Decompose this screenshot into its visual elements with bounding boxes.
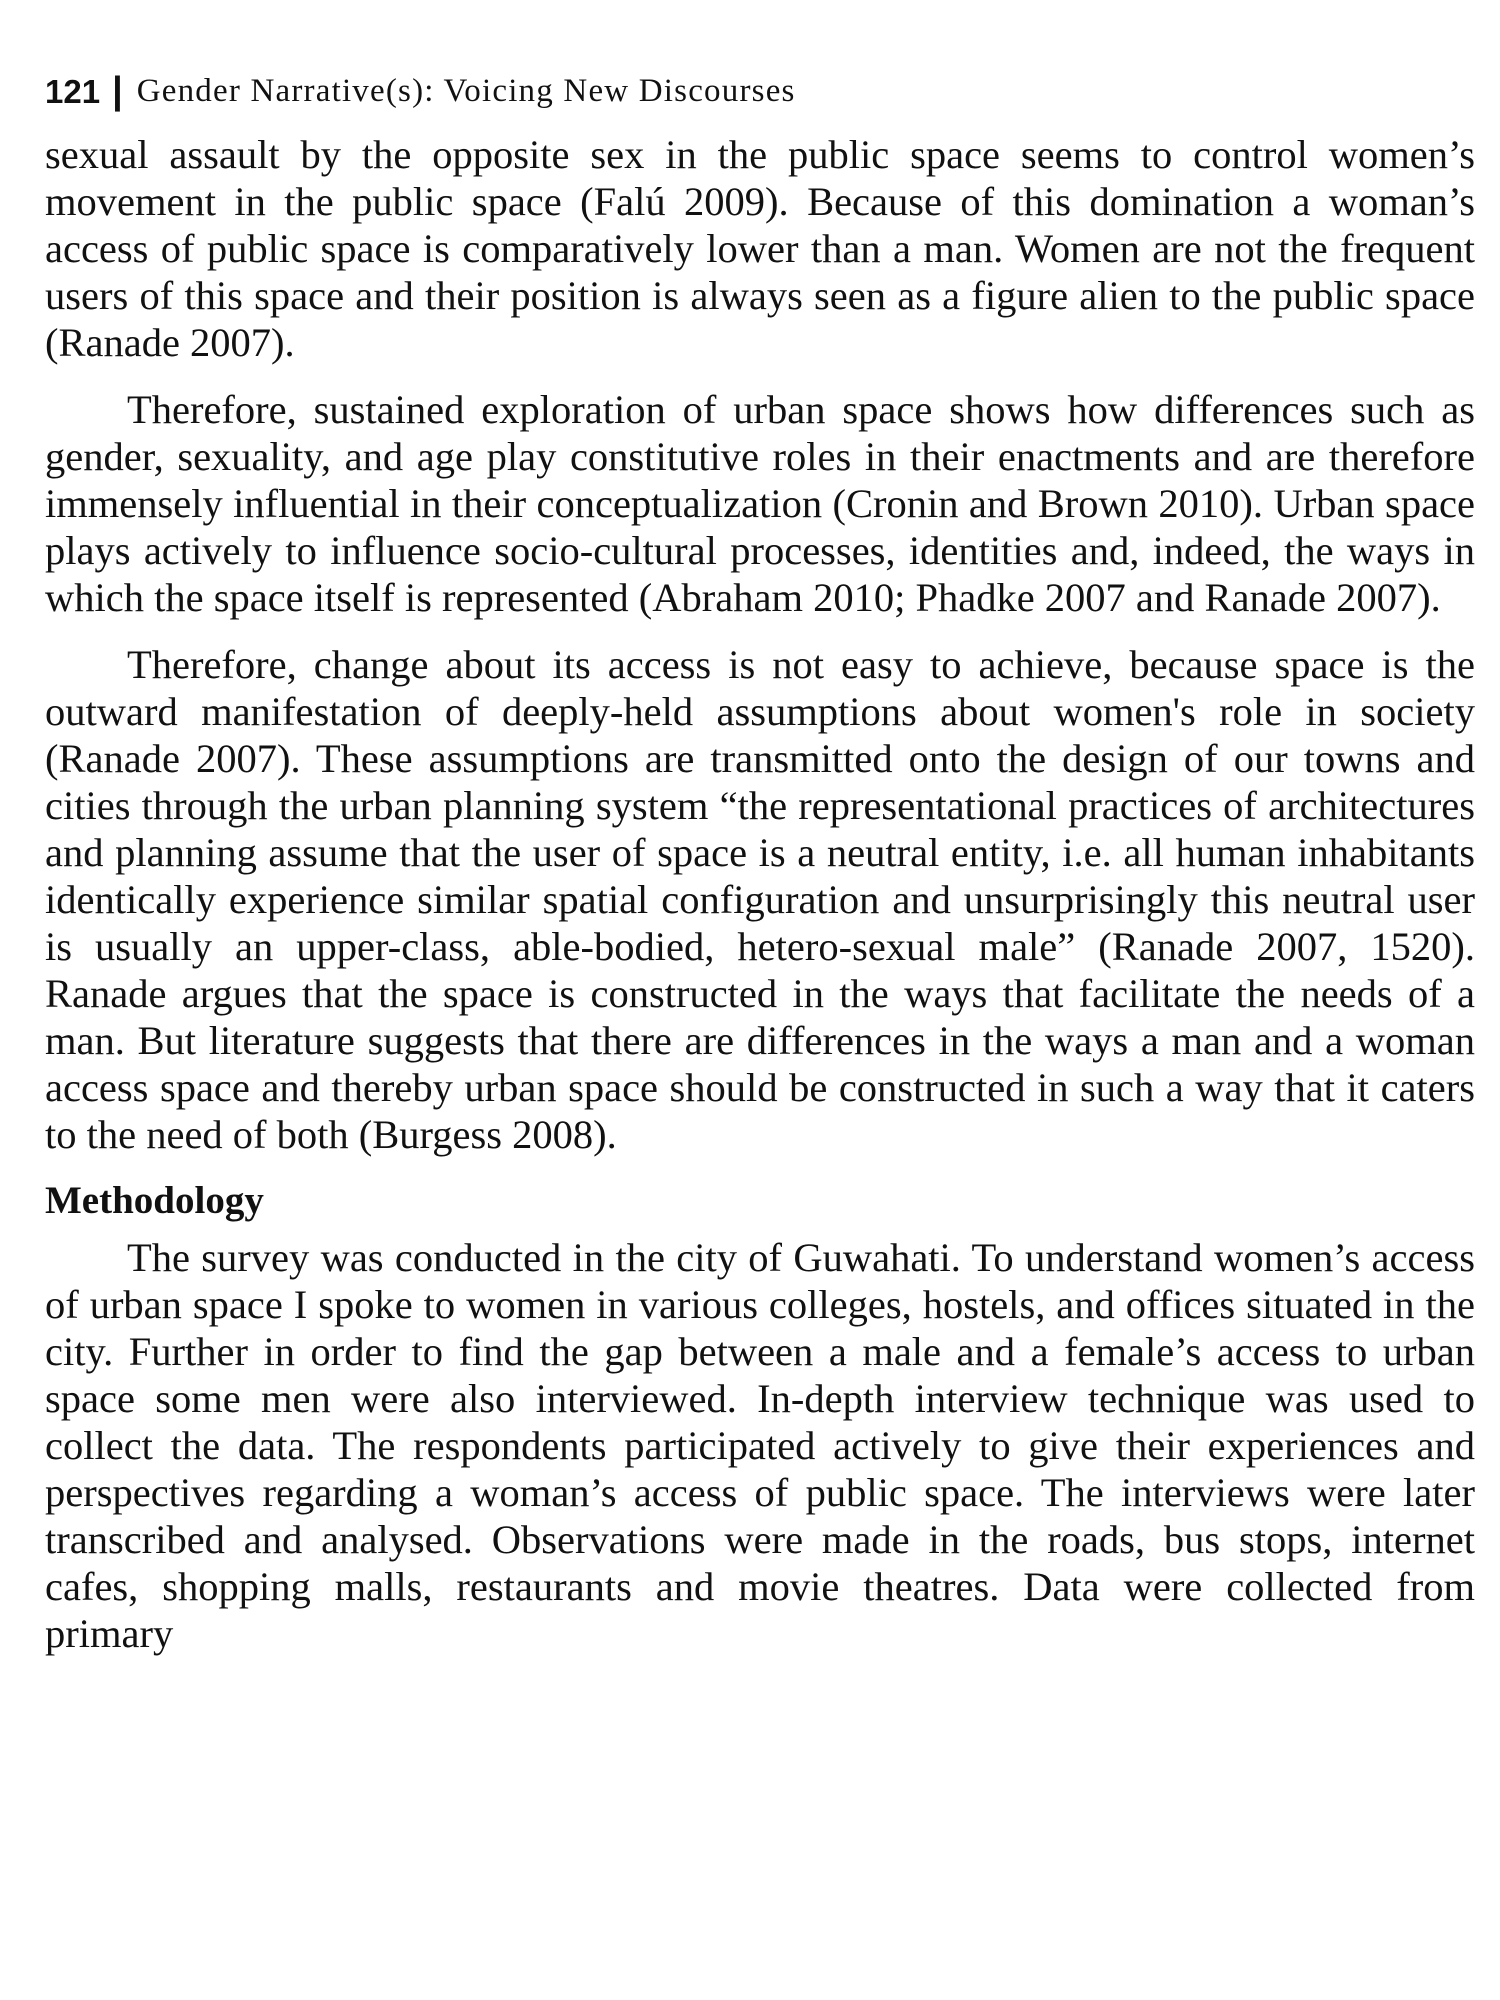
paragraph-methodology: The survey was conducted in the city of Guwahati. To understand women’s access of urban space I spoke to women in various colleges, hostels, and offices situated in the city. Further in order to find the gap between a male and a female’s access to urban space some men were also interviewed. In-depth interview technique was used to collect the data. The respondents participated actively to give their experiences and perspectives regarding a woman’s access of public space. The interviews were later transcribed and analysed. Observations were made in the roads, bus stops, internet cafes, shopping malls, restaurants and movie theatres. Data were collected from primary	[45, 1235, 1475, 1656]
paragraph-continued: sexual assault by the opposite sex in the public space seems to control women’s movement in the public space (Falú 2009). Because of this domination a woman’s access of public space is comparatively lower than a man. Women are not the frequent users of this space and their position is always seen as a figure alien to the public space (Ranade 2007).	[45, 132, 1475, 365]
section-heading-methodology: Methodology	[45, 1179, 264, 1222]
running-head-separator: |	[112, 70, 123, 112]
page-number: 121	[45, 72, 101, 110]
book-title: Gender Narrative(s): Voicing New Discourses	[136, 73, 796, 109]
book-page	[45, 70, 1475, 1657]
paragraph-urban-space-exploration: Therefore, sustained exploration of urban space shows how differences such as gender, sexuality, and age play constitutive roles in their enactments and are therefore immensely influential in their conceptualization (Cronin and Brown 2010). Urban space plays actively to influence socio-cultural processes, identities and, indeed, the ways in which the space itself is represented (Abraham 2010; Phadke 2007 and Ranade 2007).	[45, 387, 1475, 620]
paragraph-access-change: Therefore, change about its access is not easy to achieve, because space is the outward manifestation of deeply-held assumptions about women's role in society (Ranade 2007). These assumptions are transmitted onto the design of our towns and cities through the urban planning system “the representational practices of architectures and planning assume that the user of space is a neutral entity, i.e. all human inhabitants identically experience similar spatial configuration and unsurprisingly this neutral user is usually an upper-class, able-bodied, hetero-sexual male” (Ranade 2007, 1520). Ranade argues that the space is constructed in the ways that facilitate the needs of a man. But literature suggests that there are differences in the ways a man and a woman access space and thereby urban space should be constructed in such a way that it caters to the need of both (Burgess 2008).	[45, 642, 1475, 1157]
running-head	[45, 70, 1475, 113]
